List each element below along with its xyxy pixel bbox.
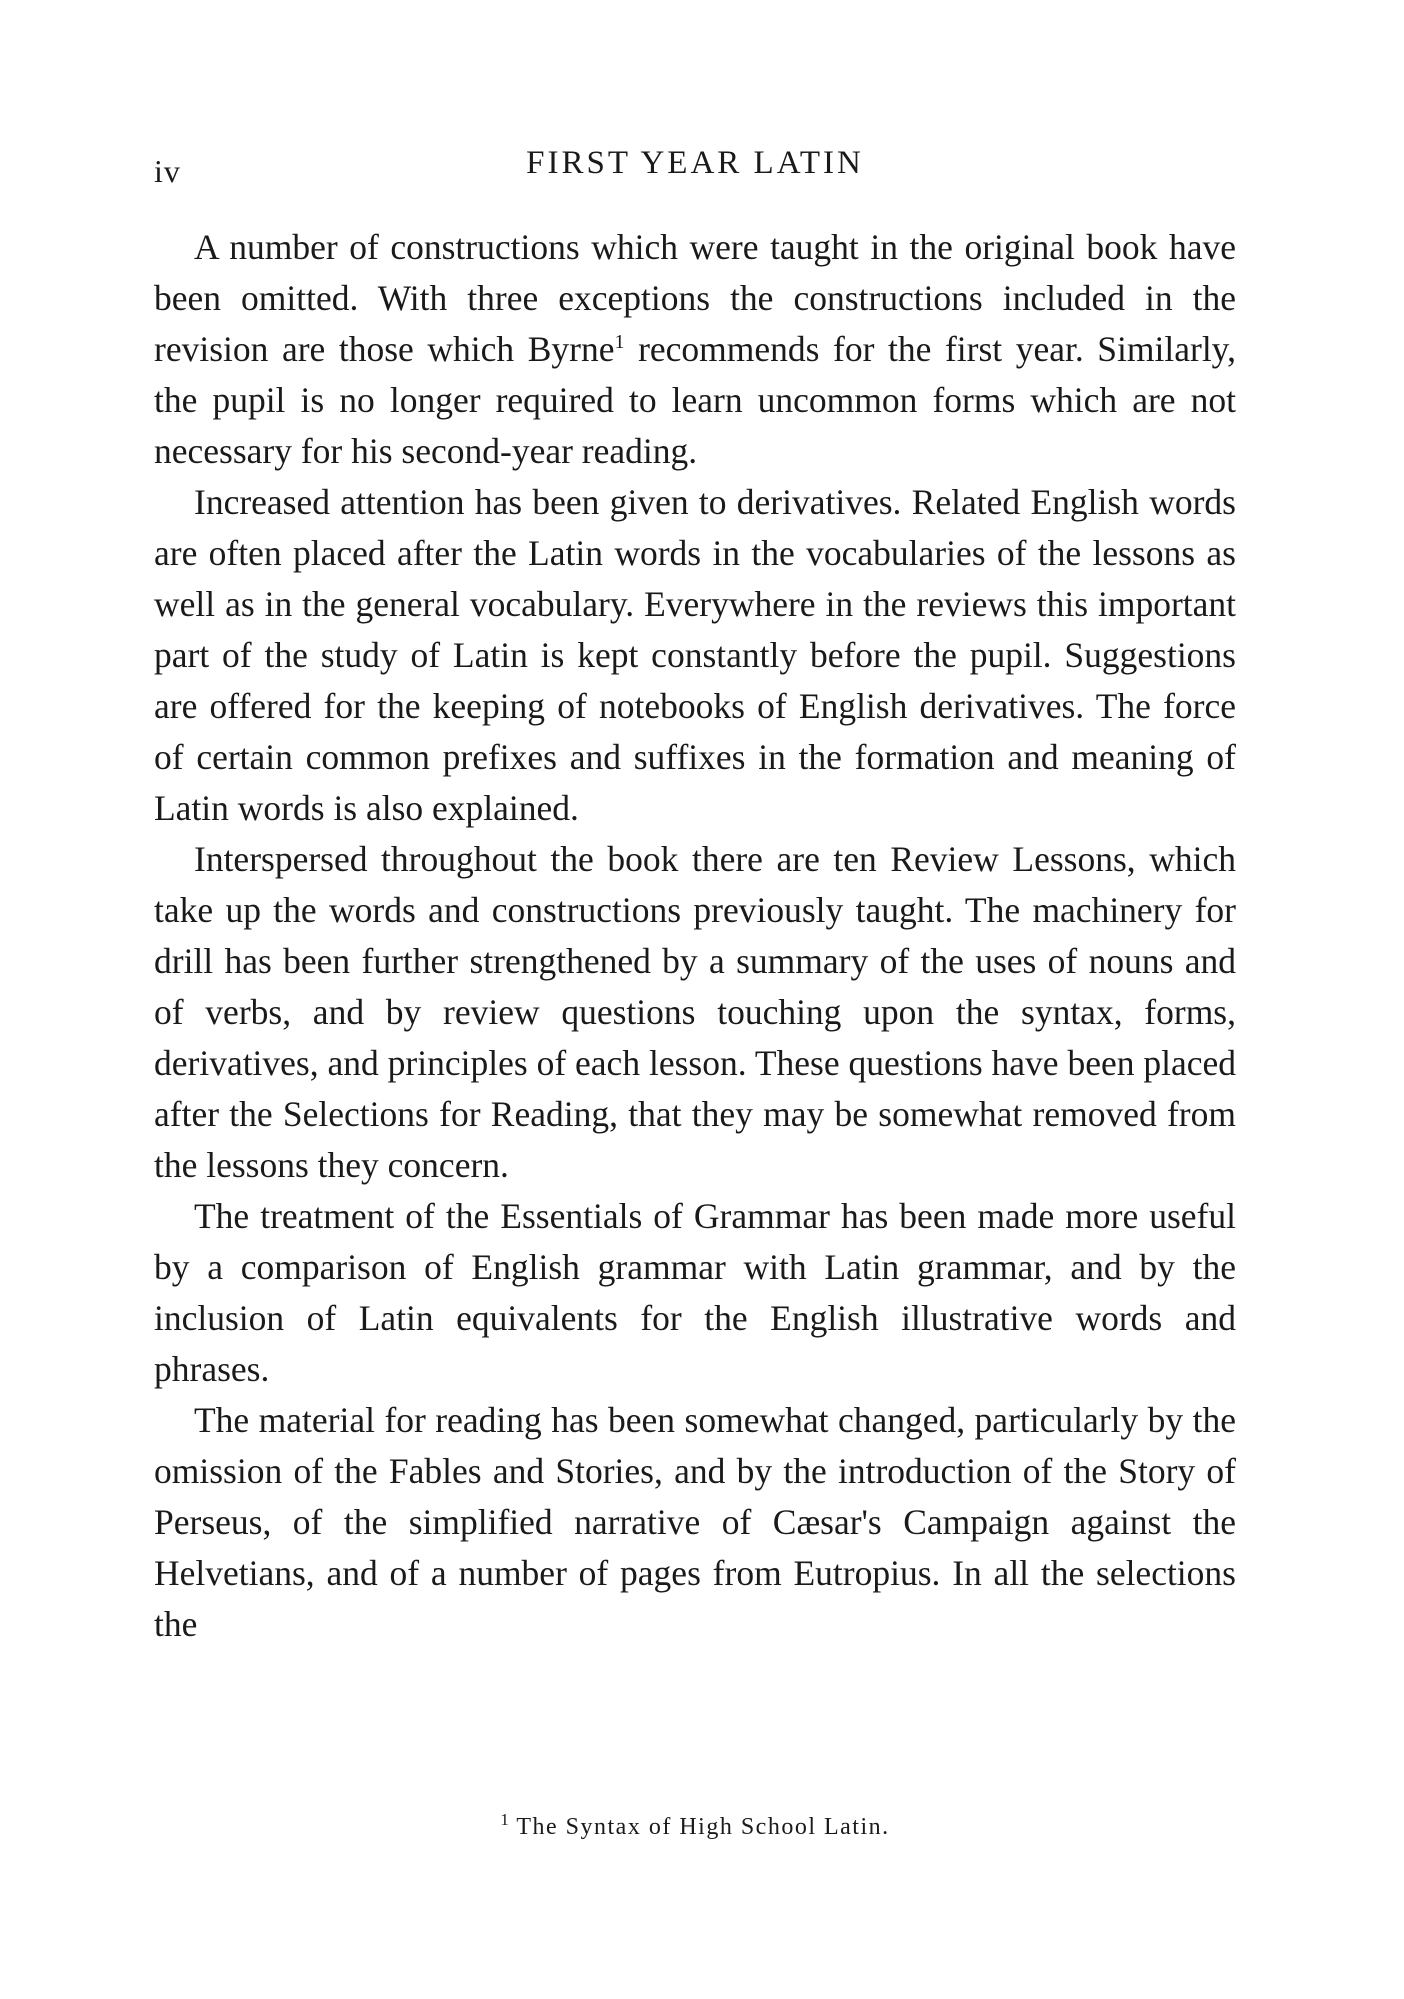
footnote-marker: 1 (500, 1810, 511, 1829)
page-number: iv (154, 153, 181, 189)
body-text (154, 222, 1236, 1650)
paragraph-grammar: The treatment of the Essentials of Grammar has been made more useful by a comparison of English grammar with Latin grammar, and by the inclusion of Latin equivalents for the English illustrative words and phrases. (154, 1196, 1236, 1389)
paragraph-constructions (154, 222, 1236, 477)
footnote-text: The Syntax of High School Latin. (516, 1814, 890, 1840)
paragraph-derivatives: Increased attention has been given to derivatives. Related English words are often placed after the Latin words in the vocabularies of the lessons as well as in the general vocabulary. Everywhere in the reviews this important part of the study of Latin is kept constantly before the pupil. Suggestions are offered for the keeping of notebooks of English derivatives. The force of certain common prefixes and suffixes in the formation and meaning of Latin words is also explained. (154, 482, 1236, 828)
paragraph-constructions-continued: recommends for the first year. Similarly, the pupil is no longer required to learn uncommon forms which are not necessary for his second-year reading. (154, 329, 1237, 471)
page-title: FIRST YEAR LATIN (526, 145, 864, 181)
paragraph-constructions-text: A number of constructions which were taught in the original book have been omitted. With three exceptions the constructions included in the revision are those which Byrne (154, 227, 1236, 369)
running-head (154, 145, 1236, 195)
paragraph-reading-material: The material for reading has been somewhat changed, particularly by the omission of the Fables and Stories, and by the introduction of the Story of Perseus, of the simplified narrative of Cæsar's Campaign against the Helvetians, and of a number of pages from Eutropius. In all the selections the (154, 1400, 1236, 1644)
paragraph-review-lessons: Interspersed throughout the book there are ten Review Lessons, which take up the words and constructions previously taught. The machinery for drill has been further strengthened by a summary of the uses of nouns and of verbs, and by review questions touching upon the syntax, forms, derivatives, and principles of each lesson. These questions have been placed after the Selections for Reading, that they may be somewhat removed from the lessons they concern. (154, 839, 1236, 1185)
footnote-reference: 1 (614, 331, 625, 354)
footnote (154, 1810, 1236, 1841)
